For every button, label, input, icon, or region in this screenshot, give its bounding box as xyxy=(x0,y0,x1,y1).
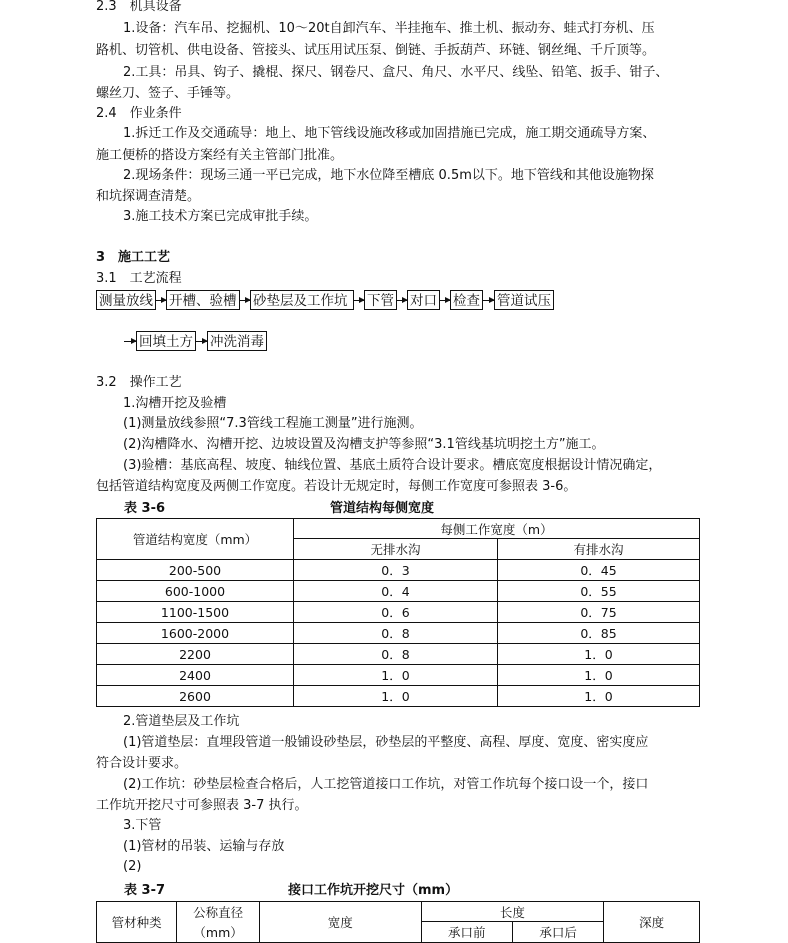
table-row xyxy=(97,644,700,665)
table-title: 管道结构每侧宽度 xyxy=(330,501,435,516)
table-cell: 0．8 xyxy=(294,644,498,665)
table-header: 有排水沟 xyxy=(498,539,700,560)
step-heading: 3.下管 xyxy=(123,818,162,833)
table-row xyxy=(97,623,700,644)
flow-step: 回填土方 xyxy=(136,331,196,351)
table-cell: 2200 xyxy=(97,644,294,665)
table-cell: 0．45 xyxy=(498,560,700,581)
table-3-7 xyxy=(96,901,700,943)
paragraph-line: 工作坑开挖尺寸可参照表 3-7 执行。 xyxy=(96,798,308,813)
table-cell: 1．0 xyxy=(498,665,700,686)
flow-arrow xyxy=(156,300,166,301)
table-header: 无排水沟 xyxy=(294,539,498,560)
tools-line: 螺丝刀、签子、手锤等。 xyxy=(96,86,240,101)
flow-arrow xyxy=(124,341,136,342)
flow-arrow xyxy=(196,341,207,342)
table-header: 管道结构宽度（mm） xyxy=(97,519,294,560)
step-heading: 1.沟槽开挖及验槽 xyxy=(123,396,227,411)
flow-arrow xyxy=(483,300,494,301)
table-cell: 0．4 xyxy=(294,581,498,602)
equipment-line: 路机、切管机、供电设备、管接头、试压用试压泵、倒链、手扳葫芦、环链、钢丝绳、千斤顶等。 xyxy=(96,43,656,58)
flow-step: 砂垫层及工作坑 xyxy=(250,290,354,310)
flow-step: 开槽、验槽 xyxy=(166,290,240,310)
table-3-6 xyxy=(96,518,700,707)
table-header: 承口后 xyxy=(512,922,603,943)
table-header: 长度 xyxy=(421,902,604,922)
flow-step: 检查 xyxy=(450,290,483,310)
table-row xyxy=(97,602,700,623)
table-header: （mm） xyxy=(177,922,260,943)
table-row xyxy=(97,665,700,686)
flow-arrow xyxy=(240,300,250,301)
flow-step: 冲洗消毒 xyxy=(207,331,267,351)
table-label: 表 3-7 xyxy=(124,883,166,898)
paragraph-line: (3)验槽：基底高程、坡度、轴线位置、基底土质符合设计要求。槽底宽度根据设计情况确定， xyxy=(123,458,662,473)
table-cell: 0．55 xyxy=(498,581,700,602)
table-header: 宽度 xyxy=(259,902,421,943)
table-cell: 0．85 xyxy=(498,623,700,644)
table-label: 表 3-6 xyxy=(124,501,166,516)
section-heading-3-1: 3.1 工艺流程 xyxy=(96,271,182,286)
table-cell: 1．0 xyxy=(498,644,700,665)
condition-line: 施工便桥的搭设方案经有关主管部门批准。 xyxy=(96,148,344,163)
step-heading: 2.管道垫层及工作坑 xyxy=(123,714,240,729)
flow-arrow xyxy=(440,300,450,301)
equipment-line: 1.设备：汽车吊、挖掘机、10～20t自卸汽车、半挂拖车、推土机、振动夯、蛙式打夯机、压 xyxy=(123,21,655,36)
condition-line: 和坑探调查清楚。 xyxy=(96,189,201,204)
paragraph-line: (1)管道垫层：直埋段管道一般铺设砂垫层，砂垫层的平整度、高程、厚度、宽度、密实度应 xyxy=(123,735,649,750)
section-heading-3-2: 3.2 操作工艺 xyxy=(96,375,182,390)
flow-step: 对口 xyxy=(407,290,440,310)
table-title: 接口工作坑开挖尺寸（mm） xyxy=(288,883,459,898)
table-cell: 1．0 xyxy=(294,686,498,707)
table-cell: 0．3 xyxy=(294,560,498,581)
paragraph-line: 包括管道结构宽度及两侧工作宽度。若设计无规定时，每侧工作宽度可参照表 3-6。 xyxy=(96,479,577,494)
table-header: 深度 xyxy=(604,902,700,943)
section-heading-2-4: 2.4 作业条件 xyxy=(96,106,182,121)
paragraph-line: (2)沟槽降水、沟槽开挖、边坡设置及沟槽支护等参照“3.1管线基坑明挖土方”施工。 xyxy=(123,437,605,452)
flow-arrow xyxy=(354,300,364,301)
table-cell: 2600 xyxy=(97,686,294,707)
paragraph-line: (1)测量放线参照“7.3管线工程施工测量”进行施测。 xyxy=(123,416,423,431)
table-cell: 0．6 xyxy=(294,602,498,623)
condition-line: 2.现场条件：现场三通一平已完成，地下水位降至槽底 0.5m以下。地下管线和其他设施物探 xyxy=(123,168,654,183)
table-cell: 1．0 xyxy=(498,686,700,707)
flow-arrow xyxy=(397,300,407,301)
table-cell: 600-1000 xyxy=(97,581,294,602)
table-cell: 0．75 xyxy=(498,602,700,623)
condition-line: 3.施工技术方案已完成审批手续。 xyxy=(123,209,318,224)
tools-line: 2.工具：吊具、钩子、撬棍、探尺、钢卷尺、盒尺、角尺、水平尺、线坠、铅笔、扳手、钳子、 xyxy=(123,65,669,80)
table-cell: 2400 xyxy=(97,665,294,686)
table-row xyxy=(97,560,700,581)
paragraph-line: (1)管材的吊装、运输与存放 xyxy=(123,839,285,854)
table-cell: 1100-1500 xyxy=(97,602,294,623)
table-cell: 200-500 xyxy=(97,560,294,581)
section-heading-2-3: 2.3 机具设备 xyxy=(96,0,182,14)
table-row xyxy=(97,581,700,602)
paragraph-line: (2) xyxy=(123,859,142,874)
flow-step: 测量放线 xyxy=(96,290,156,310)
section-heading-3: 3 施工工艺 xyxy=(96,250,171,265)
table-header: 公称直径 xyxy=(177,902,260,922)
table-cell: 0．8 xyxy=(294,623,498,644)
flow-step: 管道试压 xyxy=(494,290,554,310)
table-row xyxy=(97,686,700,707)
table-header: 每侧工作宽度（m） xyxy=(294,519,700,539)
paragraph-line: (2)工作坑：砂垫层检查合格后，人工挖管道接口工作坑，对管工作坑每个接口设一个，接口 xyxy=(123,777,649,792)
table-header: 承口前 xyxy=(421,922,512,943)
condition-line: 1.拆迁工作及交通疏导：地上、地下管线设施改移或加固措施已完成，施工期交通疏导方案、 xyxy=(123,126,656,141)
table-header: 管材种类 xyxy=(97,902,177,943)
table-cell: 1600-2000 xyxy=(97,623,294,644)
paragraph-line: 符合设计要求。 xyxy=(96,756,188,771)
flow-step: 下管 xyxy=(364,290,397,310)
table-cell: 1．0 xyxy=(294,665,498,686)
